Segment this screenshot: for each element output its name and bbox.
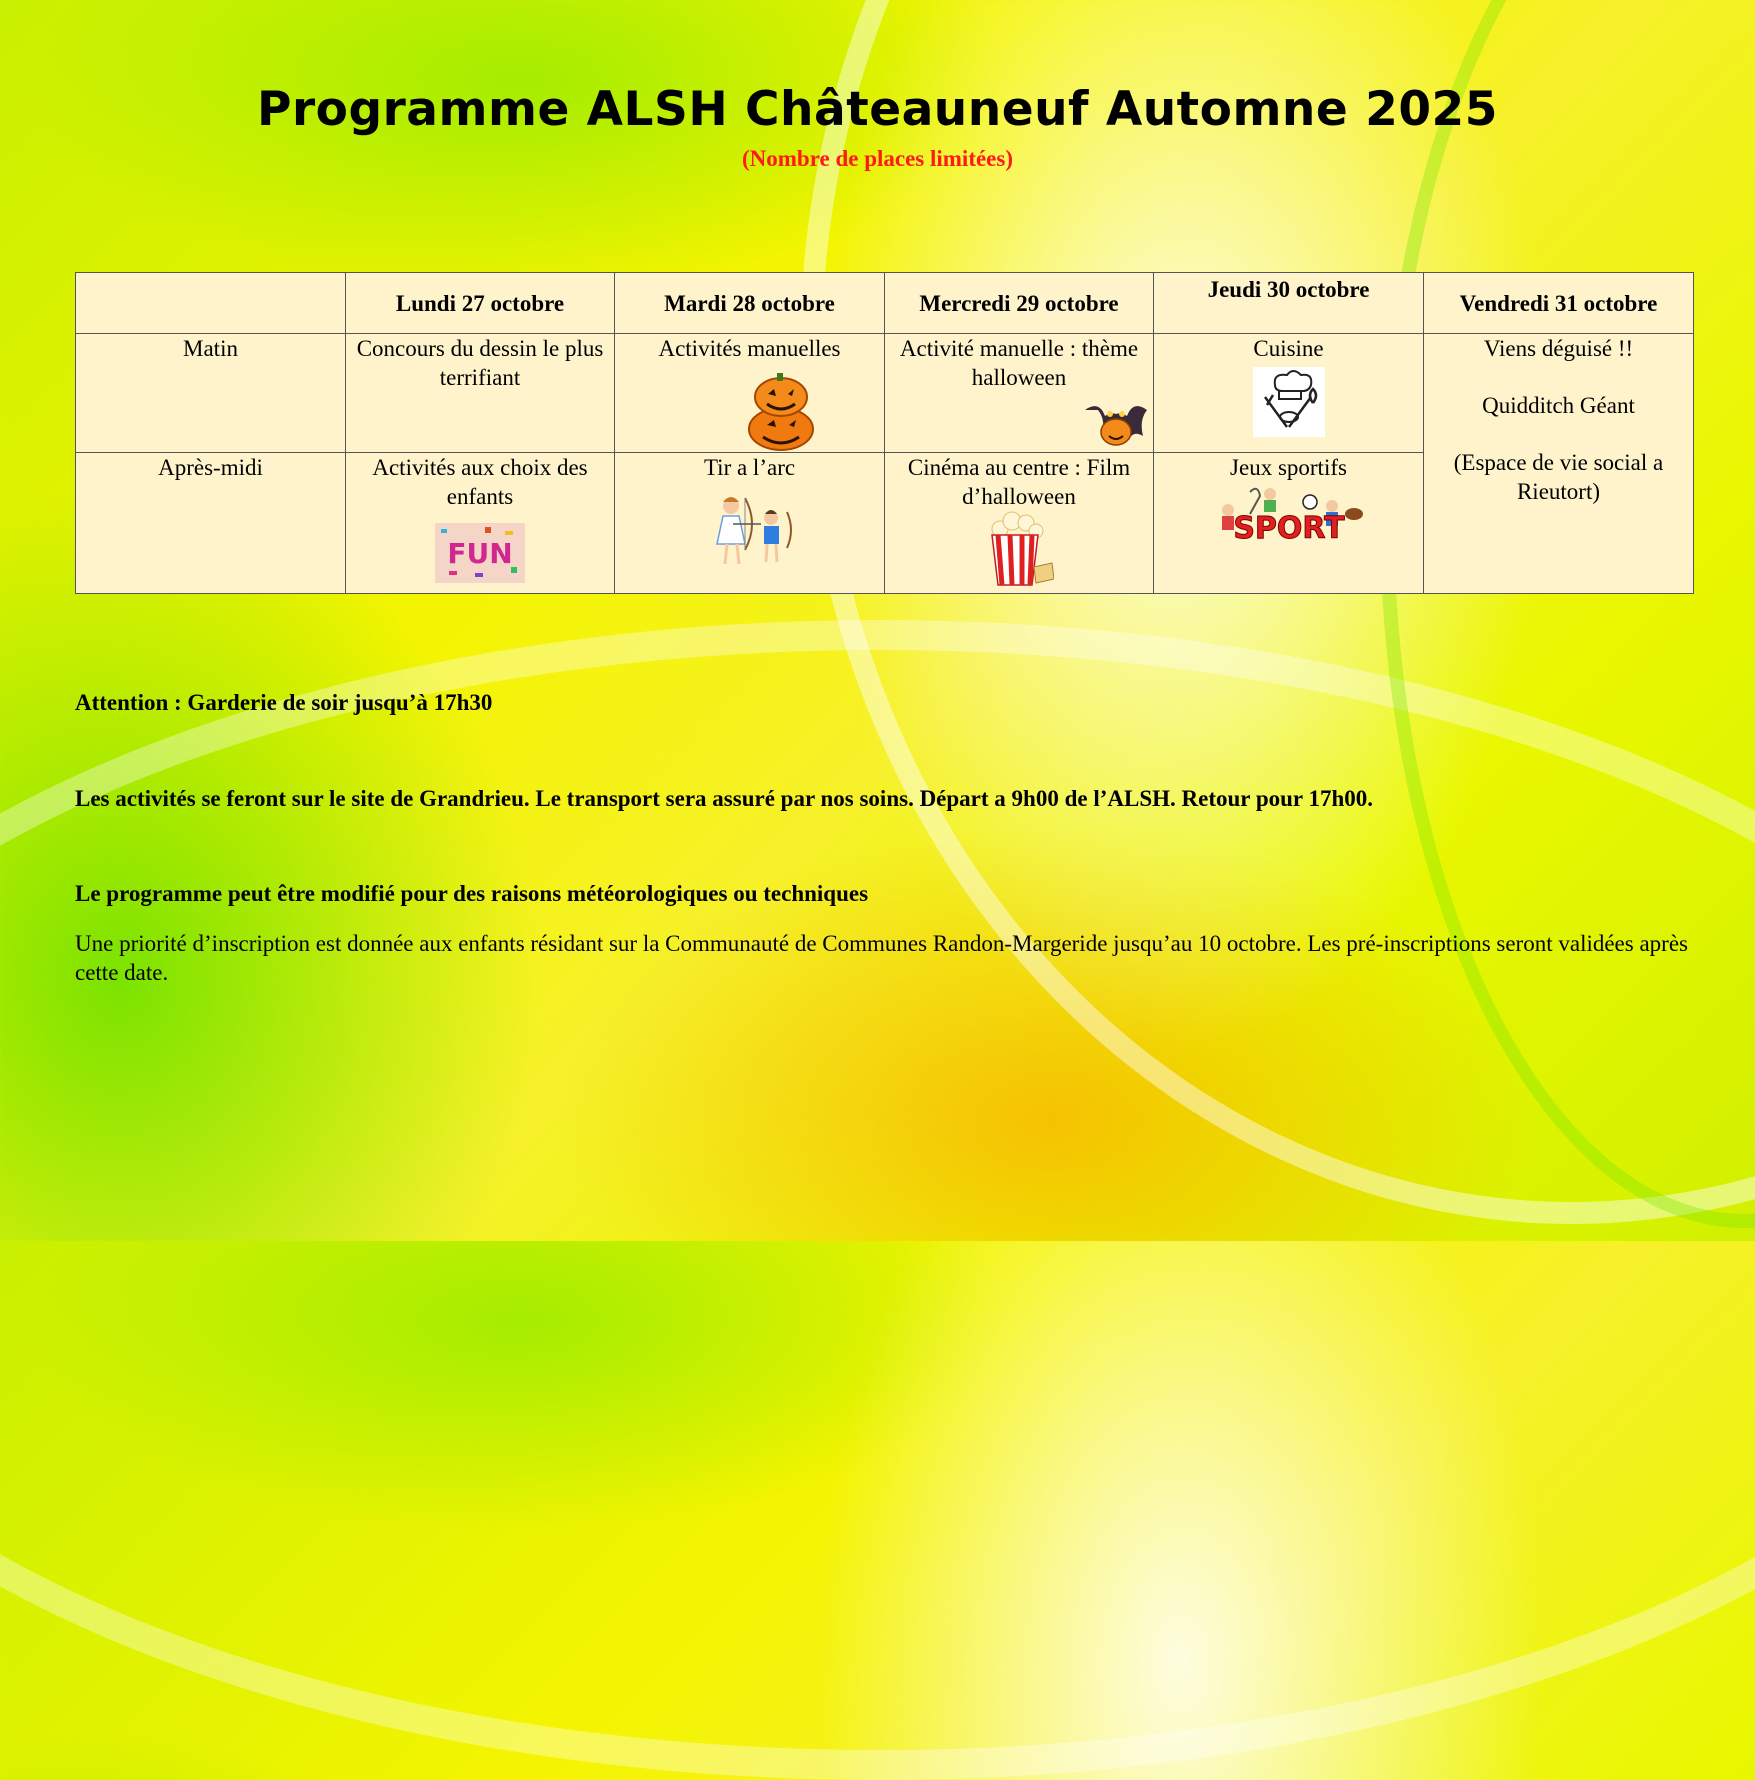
row-label-matin: Matin [76, 334, 346, 453]
bat-pumpkin-icon [1083, 392, 1149, 448]
cell-tuesday-apres-midi [615, 453, 885, 594]
day-header-tuesday: Mardi 28 octobre [615, 273, 885, 334]
day-header-wednesday: Mercredi 29 octobre [885, 273, 1154, 334]
svg-text:SPORT: SPORT [1232, 511, 1345, 546]
corner-cell [76, 273, 346, 334]
priorite-inscription-note: Une priorité d’inscription est donnée aux enfants résidant sur la Communauté de Communes Randon-Margeride jusqu’au 10 octobre. Les pré-inscriptions seront validées après cette date. [75, 931, 1688, 985]
popcorn-icon [984, 511, 1054, 587]
places-limitees-subtitle: (Nombre de places limitées) [741, 146, 1014, 171]
cooking-utensils-icon [1253, 367, 1325, 437]
day-header-monday: Lundi 27 octobre [346, 273, 615, 334]
table-header-row [76, 273, 1694, 334]
cell-friday-fullday [1424, 334, 1694, 594]
sport-kids-icon [1214, 484, 1364, 550]
schedule-table [75, 272, 1694, 594]
activity-text: Concours du dessin le plus terrifiant [356, 336, 604, 390]
cell-wednesday-apres-midi [885, 453, 1154, 594]
friday-location-text: (Espace de vie social a Rieutort) [1453, 450, 1664, 504]
cell-tuesday-matin [615, 334, 885, 453]
page-title: Programme ALSH Châteauneuf Automne 2025 [257, 82, 1498, 137]
activity-text: Activités aux choix des enfants [372, 455, 588, 509]
cell-monday-matin [346, 334, 615, 453]
pumpkins-icon [741, 367, 821, 451]
svg-text:FUN: FUN [447, 537, 513, 570]
table-row [76, 334, 1694, 453]
activity-text: Tir a l’arc [703, 455, 796, 480]
transport-note: Les activités se feront sur le site de Grandrieu. Le transport sera assuré par nos soins. Départ a 9h00 de l’ALSH. Retour pour 17h00. [75, 786, 1373, 811]
background-swoosh [800, 0, 1755, 1224]
modification-note: Le programme peut être modifié pour des raisons météorologiques ou techniques [75, 881, 869, 906]
cell-thursday-matin [1154, 334, 1424, 453]
activity-text: Jeux sportifs [1230, 455, 1347, 480]
cell-thursday-apres-midi [1154, 453, 1424, 594]
activity-text: Cuisine [1253, 336, 1324, 361]
row-label-apres-midi: Après-midi [76, 453, 346, 594]
fun-letters-icon [435, 523, 525, 583]
activity-text: Activités manuelles [658, 336, 841, 361]
activity-text: Cinéma au centre : Film d’halloween [907, 455, 1131, 509]
day-header-thursday: Jeudi 30 octobre [1154, 273, 1424, 334]
friday-costume-text: Viens déguisé !! [1483, 336, 1634, 361]
day-header-friday: Vendredi 31 octobre [1424, 273, 1694, 334]
background-swoosh [1380, 0, 1755, 1228]
activity-text: Activité manuelle : thème halloween [899, 336, 1139, 390]
garderie-note: Attention : Garderie de soir jusqu’à 17h30 [75, 690, 493, 715]
cell-monday-apres-midi [346, 453, 615, 594]
archery-kids-icon [705, 492, 795, 570]
cell-wednesday-matin [885, 334, 1154, 453]
friday-quidditch-text: Quidditch Géant [1482, 393, 1635, 418]
